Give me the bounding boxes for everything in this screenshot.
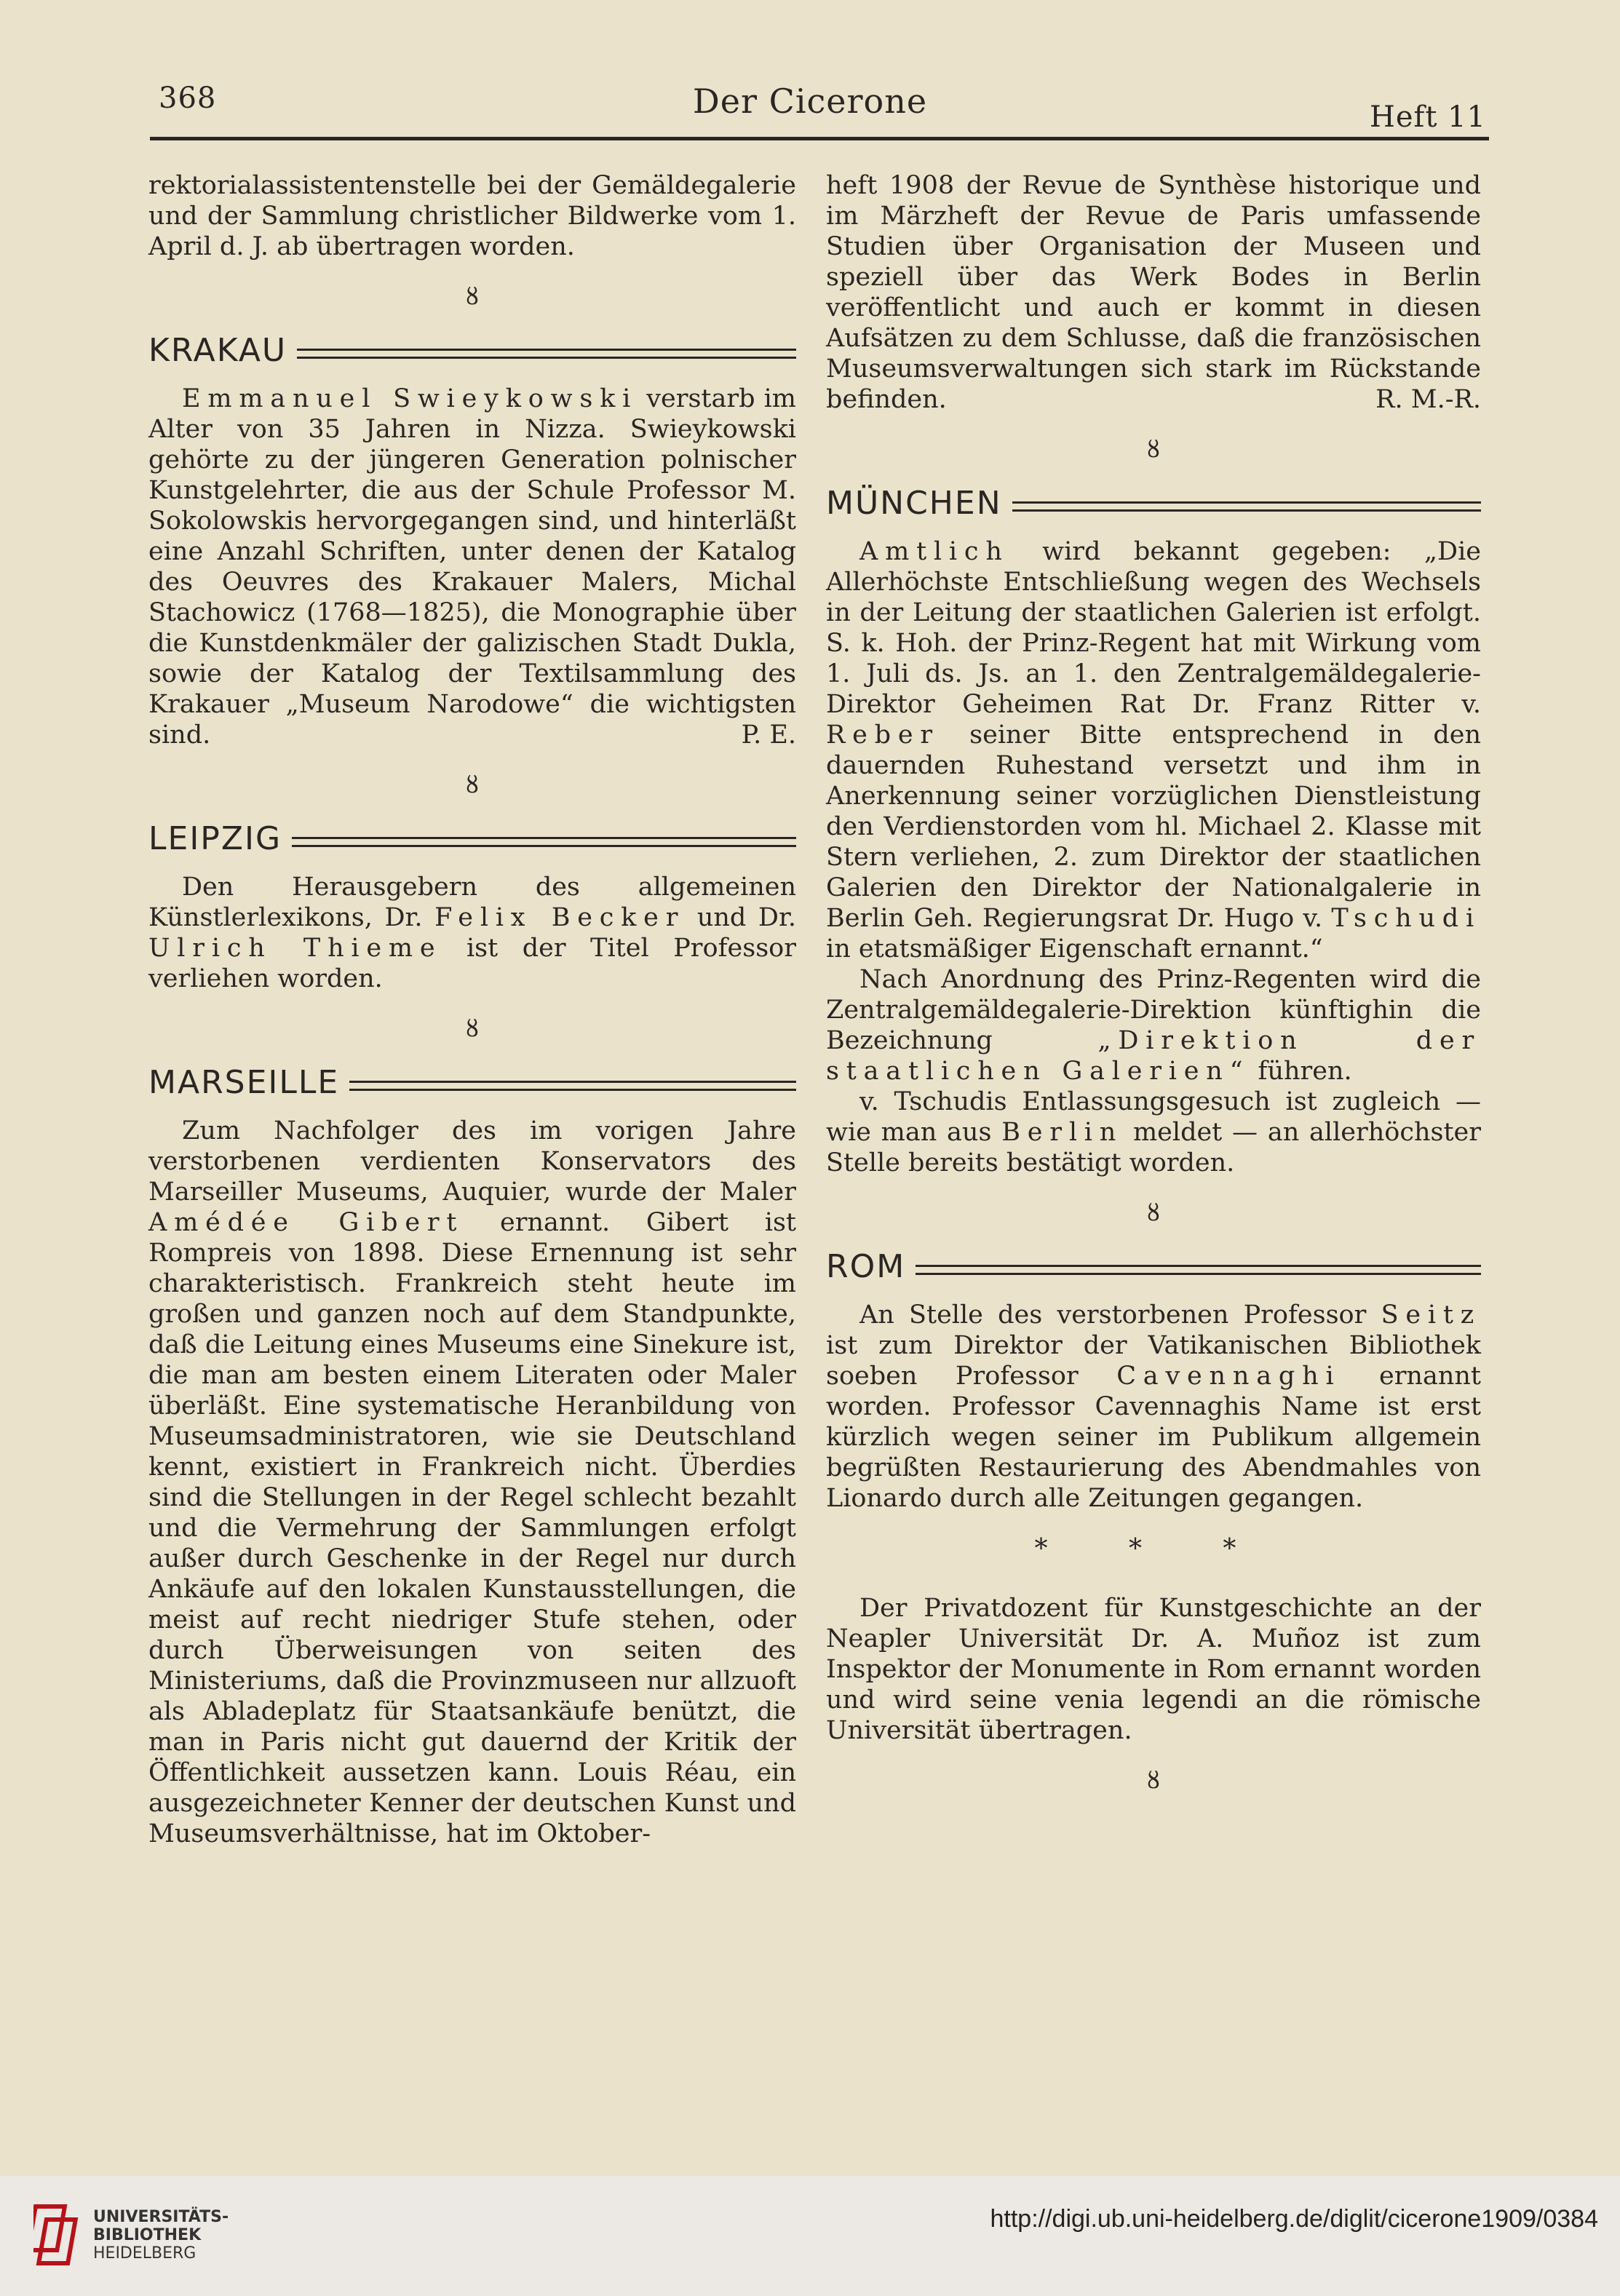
section-title-leipzig: LEIPZIG xyxy=(148,820,282,857)
ornament-icon: ȣ xyxy=(1147,1199,1160,1226)
source-url-link[interactable]: http://digi.ub.uni-heidelberg.de/diglit/cicerone1909/0384 xyxy=(990,2205,1598,2233)
section-rule xyxy=(1012,501,1481,512)
intro-signature: R. M.-R. xyxy=(1375,385,1481,414)
ornament-icon: ȣ xyxy=(466,771,479,798)
section-title-krakau: KRAKAU xyxy=(148,332,287,369)
library-name: UNIVERSITÄTS- BIBLIOTHEK HEIDELBERG xyxy=(93,2208,229,2263)
rom-paragraph-2: Der Privatdozent für Kunstgeschichte an der Neapler Universität Dr. A. Muñoz ist zum Inspektor der Monumente in Rom ernannt worden und wird seine venia legendi an die römische Universität übertragen. xyxy=(826,1594,1481,1745)
ornament-icon: ȣ xyxy=(466,282,479,310)
ornament-icon: ȣ xyxy=(1147,1766,1160,1794)
section-header-muenchen xyxy=(826,485,1481,522)
leipzig-text: Den Herausgebern des allgemeinen Künstlerlexikons, Dr. Felix Becker und Dr. Ulrich Thieme ist der Titel Professor verliehen worden. xyxy=(148,873,796,993)
page-number: 368 xyxy=(159,82,217,115)
section-header-krakau xyxy=(148,332,796,369)
left-column xyxy=(148,170,796,1849)
viewer-footer xyxy=(0,2176,1620,2296)
muenchen-paragraph-1: Amtlich wird bekannt gegeben: „Die Allerhöchste Entschließung wegen des Wechsels in der Leitung der staatlichen Galerien ist erfolgt. S. k. Hoh. der Prinz-Regent hat mit Wirkung vom 1. Juli ds. Js. an 1. den Zentralgemäldegalerie-Direktor Geheimen Rat Dr. Franz Ritter v. Reber seiner Bitte entsprechend in den dauernden Ruhestand versetzt und ihm in Anerkennung seiner vorzüglichen Dienstleistung den Verdienstorden vom hl. Michael 2. Klasse mit Stern verliehen, 2. zum Direktor der staatlichen Galerien den Direktor der Nationalgalerie in Berlin Geh. Regierungsrat Dr. Hugo v. Tschudi in etatsmäßiger Eigenschaft ernannt.“ xyxy=(826,537,1481,964)
section-title-marseille: MARSEILLE xyxy=(148,1064,340,1101)
section-rule xyxy=(292,837,796,847)
krakau-signature: P. E. xyxy=(741,720,796,750)
section-rule xyxy=(916,1265,1481,1275)
right-column xyxy=(826,170,1481,1814)
section-header-rom xyxy=(826,1248,1481,1285)
issue-label: Heft 11 xyxy=(1369,100,1486,134)
section-header-leipzig xyxy=(148,820,796,857)
left-intro-text: rektorialassistentenstelle bei der Gemäldegalerie und der Sammlung christlicher Bildwerke vom 1. April d. J. ab übertragen worden. xyxy=(148,171,796,261)
rom-paragraph-1: An Stelle des verstorbenen Professor Seitz ist zum Direktor der Vatikanischen Bibliothek soeben Professor Cavennaghi ernannt worden. Professor Cavennaghis Name ist erst kürzlich wegen seiner im Publikum allgemein begrüßten Restaurierung des Abendmahles von Lionardo durch alle Zeitungen gegangen. xyxy=(826,1300,1481,1513)
section-title-rom: ROM xyxy=(826,1248,906,1285)
section-header-marseille xyxy=(148,1064,796,1101)
muenchen-paragraph-2: Nach Anordnung des Prinz-Regenten wird die Zentralgemäldegalerie-Direktion künftighin die Bezeichnung „Direktion der staatlichen Galerien“ führen. xyxy=(826,965,1481,1086)
header-rule xyxy=(150,137,1489,140)
ornament-icon: ȣ xyxy=(466,1014,479,1042)
krakau-name: Emmanuel Swieykowski xyxy=(182,384,638,413)
section-rule xyxy=(297,349,796,359)
asterism: * * * xyxy=(1034,1534,1273,1564)
ornament-icon: ȣ xyxy=(1147,435,1160,463)
marseille-text: Zum Nachfolger des im vorigen Jahre verstorbenen verdienten Konservators des Marseiller Museums, Auquier, wurde der Maler Amédée Gibert ernannt. Gibert ist Rompreis von 1898. Diese Ernennung ist sehr charakteristisch. Frankreich steht heute im großen und ganzen noch auf dem Standpunkte, daß die Leitung eines Museums eine Sinekure ist, die man am besten einem Literaten oder Maler überläßt. Eine systematische Heranbildung von Museumsadministratoren, wie sie Deutschland kennt, existiert in Frankreich nicht. Überdies sind die Stellungen in der Regel schlecht bezahlt und die Vermehrung der Sammlungen erfolgt außer durch Geschenke in der Regel nur durch Ankäufe auf den lokalen Kunstausstellungen, die meist auf recht niedriger Stufe stehen, oder durch Überweisungen von seiten des Ministeriums, daß die Provinzmuseen nur allzuoft als Abladeplatz für Staatsankäufe benützt, die man in Paris nicht gut dauernd der Kritik der Öffentlichkeit aussetzen kann. Louis Réau, ein ausgezeichneter Kenner der deutschen Kunst und Museumsverhältnisse, hat im Oktober- xyxy=(148,1116,796,1848)
muenchen-paragraph-3: v. Tschudis Entlassungsgesuch ist zugleich — wie man aus Berlin meldet — an allerhöchster Stelle bereits bestätigt worden. xyxy=(826,1087,1481,1177)
right-intro-text: heft 1908 der Revue de Synthèse historique und im Märzheft der Revue de Paris umfassende Studien über Organisation der Museen und speziell über das Werk Bodes in Berlin veröffentlicht und auch er kommt in diesen Aufsätzen zu dem Schlusse, daß die französischen Museumsverwaltungen sich stark im Rückstande befinden. R. M.-R. xyxy=(826,171,1481,414)
section-rule xyxy=(349,1081,796,1091)
krakau-text: Emmanuel Swieykowski verstarb im Alter von 35 Jahren in Nizza. Swieykowski gehörte zu der jüngeren Generation polnischer Kunstgelehrter, die aus der Schule Professor M. Sokolowskis hervorgegangen sind, und hinterläßt eine Anzahl Schriften, unter denen der Katalog des Oeuvres des Krakauer Malers, Michal Stachowicz (1768—1825), die Monographie über die Kunstdenkmäler der galizischen Stadt Dukla, sowie der Katalog der Textilsammlung des Krakauer „Museum Narodowe“ die wichtigsten sind. P. E. xyxy=(148,384,796,750)
section-title-muenchen: MÜNCHEN xyxy=(826,485,1002,522)
journal-title: Der Cicerone xyxy=(692,82,928,121)
library-logo-icon xyxy=(33,2202,80,2268)
